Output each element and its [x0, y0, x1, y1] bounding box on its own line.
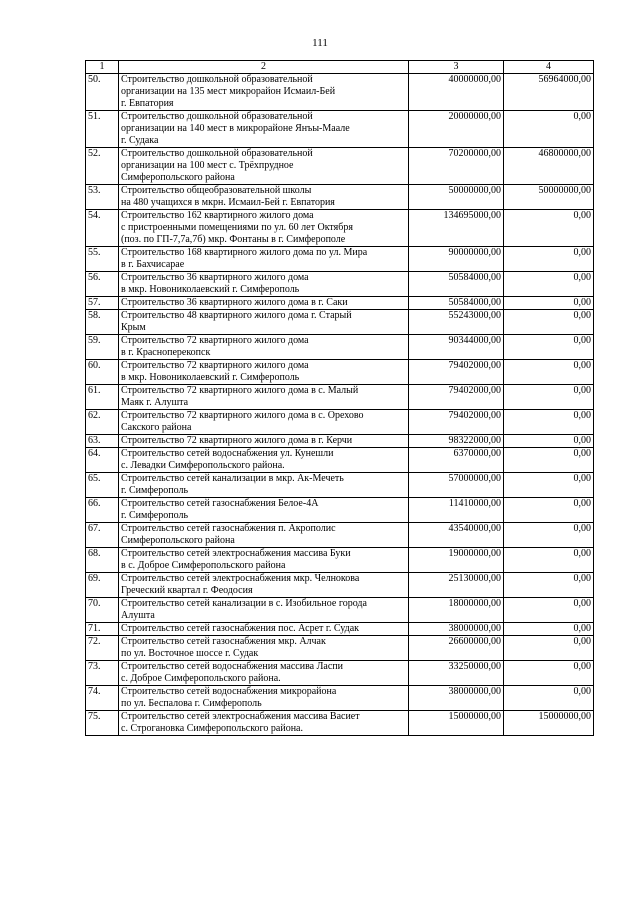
table-row — [86, 573, 594, 598]
amount-col4: 0,00 — [504, 385, 594, 410]
object-name: Строительство дошкольной образовательной организации на 140 мест в микрорайоне Янъы-Маале г. Судака — [119, 111, 409, 148]
amount-col3: 50000000,00 — [409, 185, 504, 210]
row-number: 58. — [86, 310, 119, 335]
amount-col4: 0,00 — [504, 661, 594, 686]
amount-col4: 0,00 — [504, 636, 594, 661]
object-name: Строительство дошкольной образовательной организации на 100 мест с. Трёхпрудное Симферопольского района — [119, 148, 409, 185]
row-number: 68. — [86, 548, 119, 573]
amount-col4: 0,00 — [504, 410, 594, 435]
amount-col4: 0,00 — [504, 523, 594, 548]
table-row — [86, 185, 594, 210]
amount-col3: 38000000,00 — [409, 623, 504, 636]
row-number: 56. — [86, 272, 119, 297]
object-name: Строительство сетей газоснабжения мкр. Алчак по ул. Восточное шоссе г. Судак — [119, 636, 409, 661]
amount-col3: 6370000,00 — [409, 448, 504, 473]
table-row — [86, 711, 594, 736]
column-header-3: 3 — [409, 61, 504, 74]
table-row — [86, 310, 594, 335]
row-number: 51. — [86, 111, 119, 148]
row-number: 63. — [86, 435, 119, 448]
amount-col3: 79402000,00 — [409, 410, 504, 435]
row-number: 54. — [86, 210, 119, 247]
amount-col4: 0,00 — [504, 310, 594, 335]
page-number: 111 — [312, 37, 328, 49]
table-row — [86, 297, 594, 310]
row-number: 70. — [86, 598, 119, 623]
amount-col3: 18000000,00 — [409, 598, 504, 623]
amount-col4: 0,00 — [504, 210, 594, 247]
row-number: 53. — [86, 185, 119, 210]
amount-col3: 57000000,00 — [409, 473, 504, 498]
amount-col4: 0,00 — [504, 498, 594, 523]
amount-col4: 0,00 — [504, 573, 594, 598]
row-number: 72. — [86, 636, 119, 661]
amount-col3: 11410000,00 — [409, 498, 504, 523]
amount-col4: 0,00 — [504, 548, 594, 573]
amount-col4: 0,00 — [504, 111, 594, 148]
amount-col3: 134695000,00 — [409, 210, 504, 247]
row-number: 52. — [86, 148, 119, 185]
object-name: Строительство общеобразовательной школы на 480 учащихся в мкрн. Исмаил-Бей г. Евпатория — [119, 185, 409, 210]
amount-col4: 0,00 — [504, 473, 594, 498]
object-name: Строительство сетей водоснабжения массива Ласпи с. Доброе Симферопольского района. — [119, 661, 409, 686]
table-row — [86, 111, 594, 148]
amount-col4: 0,00 — [504, 360, 594, 385]
amount-col4: 15000000,00 — [504, 711, 594, 736]
budget-table — [85, 60, 594, 736]
amount-col4: 0,00 — [504, 598, 594, 623]
object-name: Строительство 72 квартирного жилого дома в с. Малый Маяк г. Алушта — [119, 385, 409, 410]
object-name: Строительство 72 квартирного жилого дома в мкр. Новониколаевский г. Симферополь — [119, 360, 409, 385]
amount-col3: 55243000,00 — [409, 310, 504, 335]
amount-col3: 25130000,00 — [409, 573, 504, 598]
amount-col4: 0,00 — [504, 686, 594, 711]
amount-col4: 0,00 — [504, 272, 594, 297]
amount-col4: 0,00 — [504, 435, 594, 448]
object-name: Строительство сетей канализации в с. Изобильное города Алушта — [119, 598, 409, 623]
table-row — [86, 360, 594, 385]
table-row — [86, 148, 594, 185]
amount-col4: 0,00 — [504, 623, 594, 636]
amount-col3: 33250000,00 — [409, 661, 504, 686]
table-row — [86, 523, 594, 548]
table-row — [86, 74, 594, 111]
object-name: Строительство сетей водоснабжения микрорайона по ул. Беспалова г. Симферополь — [119, 686, 409, 711]
amount-col3: 43540000,00 — [409, 523, 504, 548]
row-number: 74. — [86, 686, 119, 711]
row-number: 66. — [86, 498, 119, 523]
table-row — [86, 410, 594, 435]
row-number: 65. — [86, 473, 119, 498]
table-row — [86, 435, 594, 448]
row-number: 61. — [86, 385, 119, 410]
object-name: Строительство сетей газоснабжения Белое-4А г. Симферополь — [119, 498, 409, 523]
object-name: Строительство сетей электроснабжения мкр. Челнокова Греческий квартал г. Феодосия — [119, 573, 409, 598]
table-row — [86, 272, 594, 297]
object-name: Строительство сетей электроснабжения массива Буки в с. Доброе Симферопольского района — [119, 548, 409, 573]
table-row — [86, 448, 594, 473]
table-header-row — [86, 61, 594, 74]
object-name: Строительство дошкольной образовательной организации на 135 мест микрорайон Исмаил-Бей г. Евпатория — [119, 74, 409, 111]
amount-col3: 40000000,00 — [409, 74, 504, 111]
object-name: Строительство 72 квартирного жилого дома в с. Орехово Сакского района — [119, 410, 409, 435]
amount-col3: 38000000,00 — [409, 686, 504, 711]
table-row — [86, 210, 594, 247]
row-number: 64. — [86, 448, 119, 473]
object-name: Строительство 48 квартирного жилого дома г. Старый Крым — [119, 310, 409, 335]
column-header-4: 4 — [504, 61, 594, 74]
object-name: Строительство сетей газоснабжения пос. Асрет г. Судак — [119, 623, 409, 636]
table-row — [86, 498, 594, 523]
amount-col3: 26600000,00 — [409, 636, 504, 661]
amount-col3: 19000000,00 — [409, 548, 504, 573]
object-name: Строительство сетей канализации в мкр. Ак-Мечеть г. Симферополь — [119, 473, 409, 498]
amount-col3: 98322000,00 — [409, 435, 504, 448]
object-name: Строительство 168 квартирного жилого дома по ул. Мира в г. Бахчисарае — [119, 247, 409, 272]
object-name: Строительство сетей газоснабжения п. Акрополис Симферопольского района — [119, 523, 409, 548]
row-number: 57. — [86, 297, 119, 310]
object-name: Строительство 162 квартирного жилого дома с пристроенными помещениями по ул. 60 лет Октября (поз. по ГП-7,7а,7б) мкр. Фонтаны в г. Симферополе — [119, 210, 409, 247]
row-number: 69. — [86, 573, 119, 598]
amount-col4: 0,00 — [504, 247, 594, 272]
table-row — [86, 335, 594, 360]
amount-col4: 56964000,00 — [504, 74, 594, 111]
amount-col3: 79402000,00 — [409, 385, 504, 410]
row-number: 59. — [86, 335, 119, 360]
amount-col3: 15000000,00 — [409, 711, 504, 736]
row-number: 50. — [86, 74, 119, 111]
amount-col3: 79402000,00 — [409, 360, 504, 385]
amount-col4: 0,00 — [504, 448, 594, 473]
amount-col3: 90000000,00 — [409, 247, 504, 272]
row-number: 73. — [86, 661, 119, 686]
column-header-1: 1 — [86, 61, 119, 74]
table-row — [86, 686, 594, 711]
object-name: Строительство сетей водоснабжения ул. Кунешли с. Левадки Симферопольского района. — [119, 448, 409, 473]
object-name: Строительство сетей электроснабжения массива Васиет с. Строгановка Симферопольского района. — [119, 711, 409, 736]
amount-col3: 50584000,00 — [409, 297, 504, 310]
table-row — [86, 661, 594, 686]
table-row — [86, 598, 594, 623]
object-name: Строительство 72 квартирного жилого дома в г. Красноперекопск — [119, 335, 409, 360]
amount-col4: 46800000,00 — [504, 148, 594, 185]
table-row — [86, 247, 594, 272]
table-row — [86, 473, 594, 498]
object-name: Строительство 36 квартирного жилого дома в мкр. Новониколаевский г. Симферополь — [119, 272, 409, 297]
object-name: Строительство 72 квартирного жилого дома в г. Керчи — [119, 435, 409, 448]
row-number: 55. — [86, 247, 119, 272]
table-row — [86, 636, 594, 661]
row-number: 60. — [86, 360, 119, 385]
amount-col3: 20000000,00 — [409, 111, 504, 148]
row-number: 67. — [86, 523, 119, 548]
amount-col4: 0,00 — [504, 335, 594, 360]
row-number: 71. — [86, 623, 119, 636]
table-row — [86, 623, 594, 636]
column-header-2: 2 — [119, 61, 409, 74]
table-row — [86, 548, 594, 573]
table-row — [86, 385, 594, 410]
amount-col3: 70200000,00 — [409, 148, 504, 185]
amount-col3: 50584000,00 — [409, 272, 504, 297]
amount-col4: 0,00 — [504, 297, 594, 310]
row-number: 75. — [86, 711, 119, 736]
row-number: 62. — [86, 410, 119, 435]
amount-col4: 50000000,00 — [504, 185, 594, 210]
amount-col3: 90344000,00 — [409, 335, 504, 360]
object-name: Строительство 36 квартирного жилого дома в г. Саки — [119, 297, 409, 310]
